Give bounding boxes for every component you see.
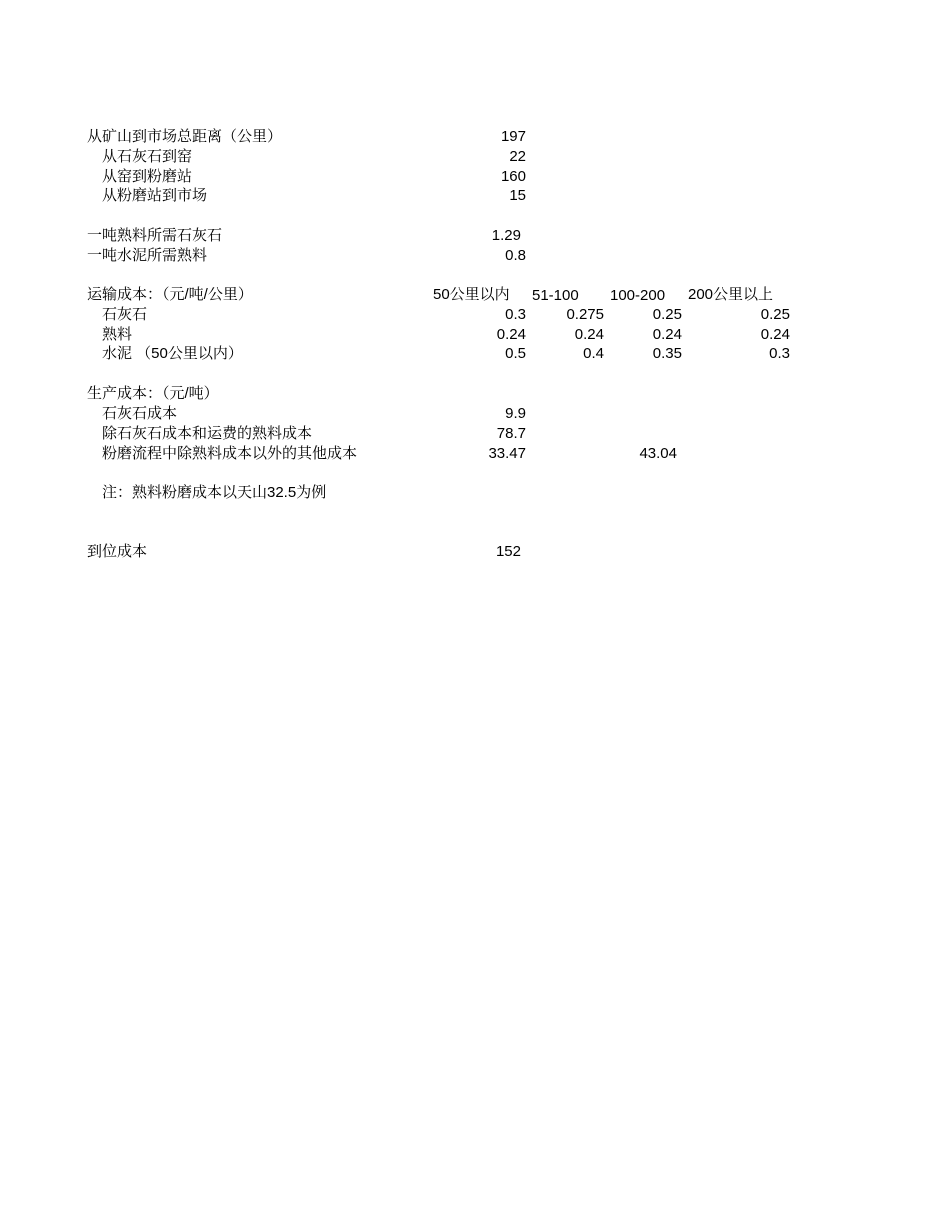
transport-cost-title[interactable]: 运输成本：（元/吨/公里） — [87, 286, 253, 303]
transport-row-clinker-v3[interactable]: 0.24 — [652, 326, 682, 343]
transport-header-100-200[interactable]: 100-200 — [610, 287, 666, 304]
leg-grinding-to-market-label[interactable]: 从粉磨站到市场 — [102, 187, 208, 204]
transport-row-cement-v2[interactable]: 0.4 — [583, 345, 604, 362]
delivered-cost-label[interactable]: 到位成本 — [87, 543, 148, 560]
production-grinding-label[interactable]: 粉磨流程中除熟料成本以外的其他成本 — [102, 445, 358, 462]
transport-row-limestone-v2[interactable]: 0.275 — [566, 306, 604, 323]
production-grinding-extra-value[interactable]: 43.04 — [639, 445, 677, 462]
leg-kiln-to-grinding-label[interactable]: 从窑到粉磨站 — [102, 168, 193, 185]
transport-row-limestone-v3[interactable]: 0.25 — [652, 306, 682, 323]
limestone-per-clinker-label[interactable]: 一吨熟料所需石灰石 — [87, 227, 223, 244]
clinker-per-cement-value[interactable]: 0.8 — [505, 247, 526, 264]
transport-row-clinker-v1[interactable]: 0.24 — [496, 326, 526, 343]
transport-row-cement-v1[interactable]: 0.5 — [505, 345, 526, 362]
production-grinding-value[interactable]: 33.47 — [488, 445, 526, 462]
leg-limestone-to-kiln-label[interactable]: 从石灰石到窑 — [102, 148, 193, 165]
production-limestone-label[interactable]: 石灰石成本 — [102, 405, 178, 422]
transport-row-clinker-label[interactable]: 熟料 — [102, 326, 133, 343]
transport-row-limestone-v4[interactable]: 0.25 — [760, 306, 790, 323]
leg-kiln-to-grinding-value[interactable]: 160 — [500, 168, 526, 185]
transport-row-cement-v4[interactable]: 0.3 — [769, 345, 790, 362]
production-note[interactable]: 注：熟料粉磨成本以天山32.5为例 — [102, 484, 327, 501]
transport-header-51-100[interactable]: 51-100 — [532, 287, 579, 304]
production-clinker-value[interactable]: 78.7 — [496, 425, 526, 442]
leg-grinding-to-market-value[interactable]: 15 — [509, 187, 526, 204]
transport-row-cement-label[interactable]: 水泥 （50公里以内） — [102, 345, 243, 362]
production-limestone-value[interactable]: 9.9 — [505, 405, 526, 422]
total-distance-label[interactable]: 从矿山到市场总距离（公里） — [87, 128, 283, 145]
transport-row-clinker-v2[interactable]: 0.24 — [574, 326, 604, 343]
transport-header-over-200[interactable]: 200公里以上 — [688, 286, 774, 303]
clinker-per-cement-label[interactable]: 一吨水泥所需熟料 — [87, 247, 208, 264]
transport-row-limestone-label[interactable]: 石灰石 — [102, 306, 148, 323]
transport-row-clinker-v4[interactable]: 0.24 — [760, 326, 790, 343]
transport-header-under-50[interactable]: 50公里以内 — [433, 286, 510, 303]
total-distance-value[interactable]: 197 — [500, 128, 526, 145]
production-clinker-label[interactable]: 除石灰石成本和运费的熟料成本 — [102, 425, 313, 442]
transport-row-limestone-v1[interactable]: 0.3 — [505, 306, 526, 323]
limestone-per-clinker-value[interactable]: 1.29 — [491, 227, 521, 244]
transport-row-cement-v3[interactable]: 0.35 — [652, 345, 682, 362]
leg-limestone-to-kiln-value[interactable]: 22 — [509, 148, 526, 165]
production-cost-title[interactable]: 生产成本：（元/吨） — [87, 385, 219, 402]
delivered-cost-value[interactable]: 152 — [495, 543, 521, 560]
